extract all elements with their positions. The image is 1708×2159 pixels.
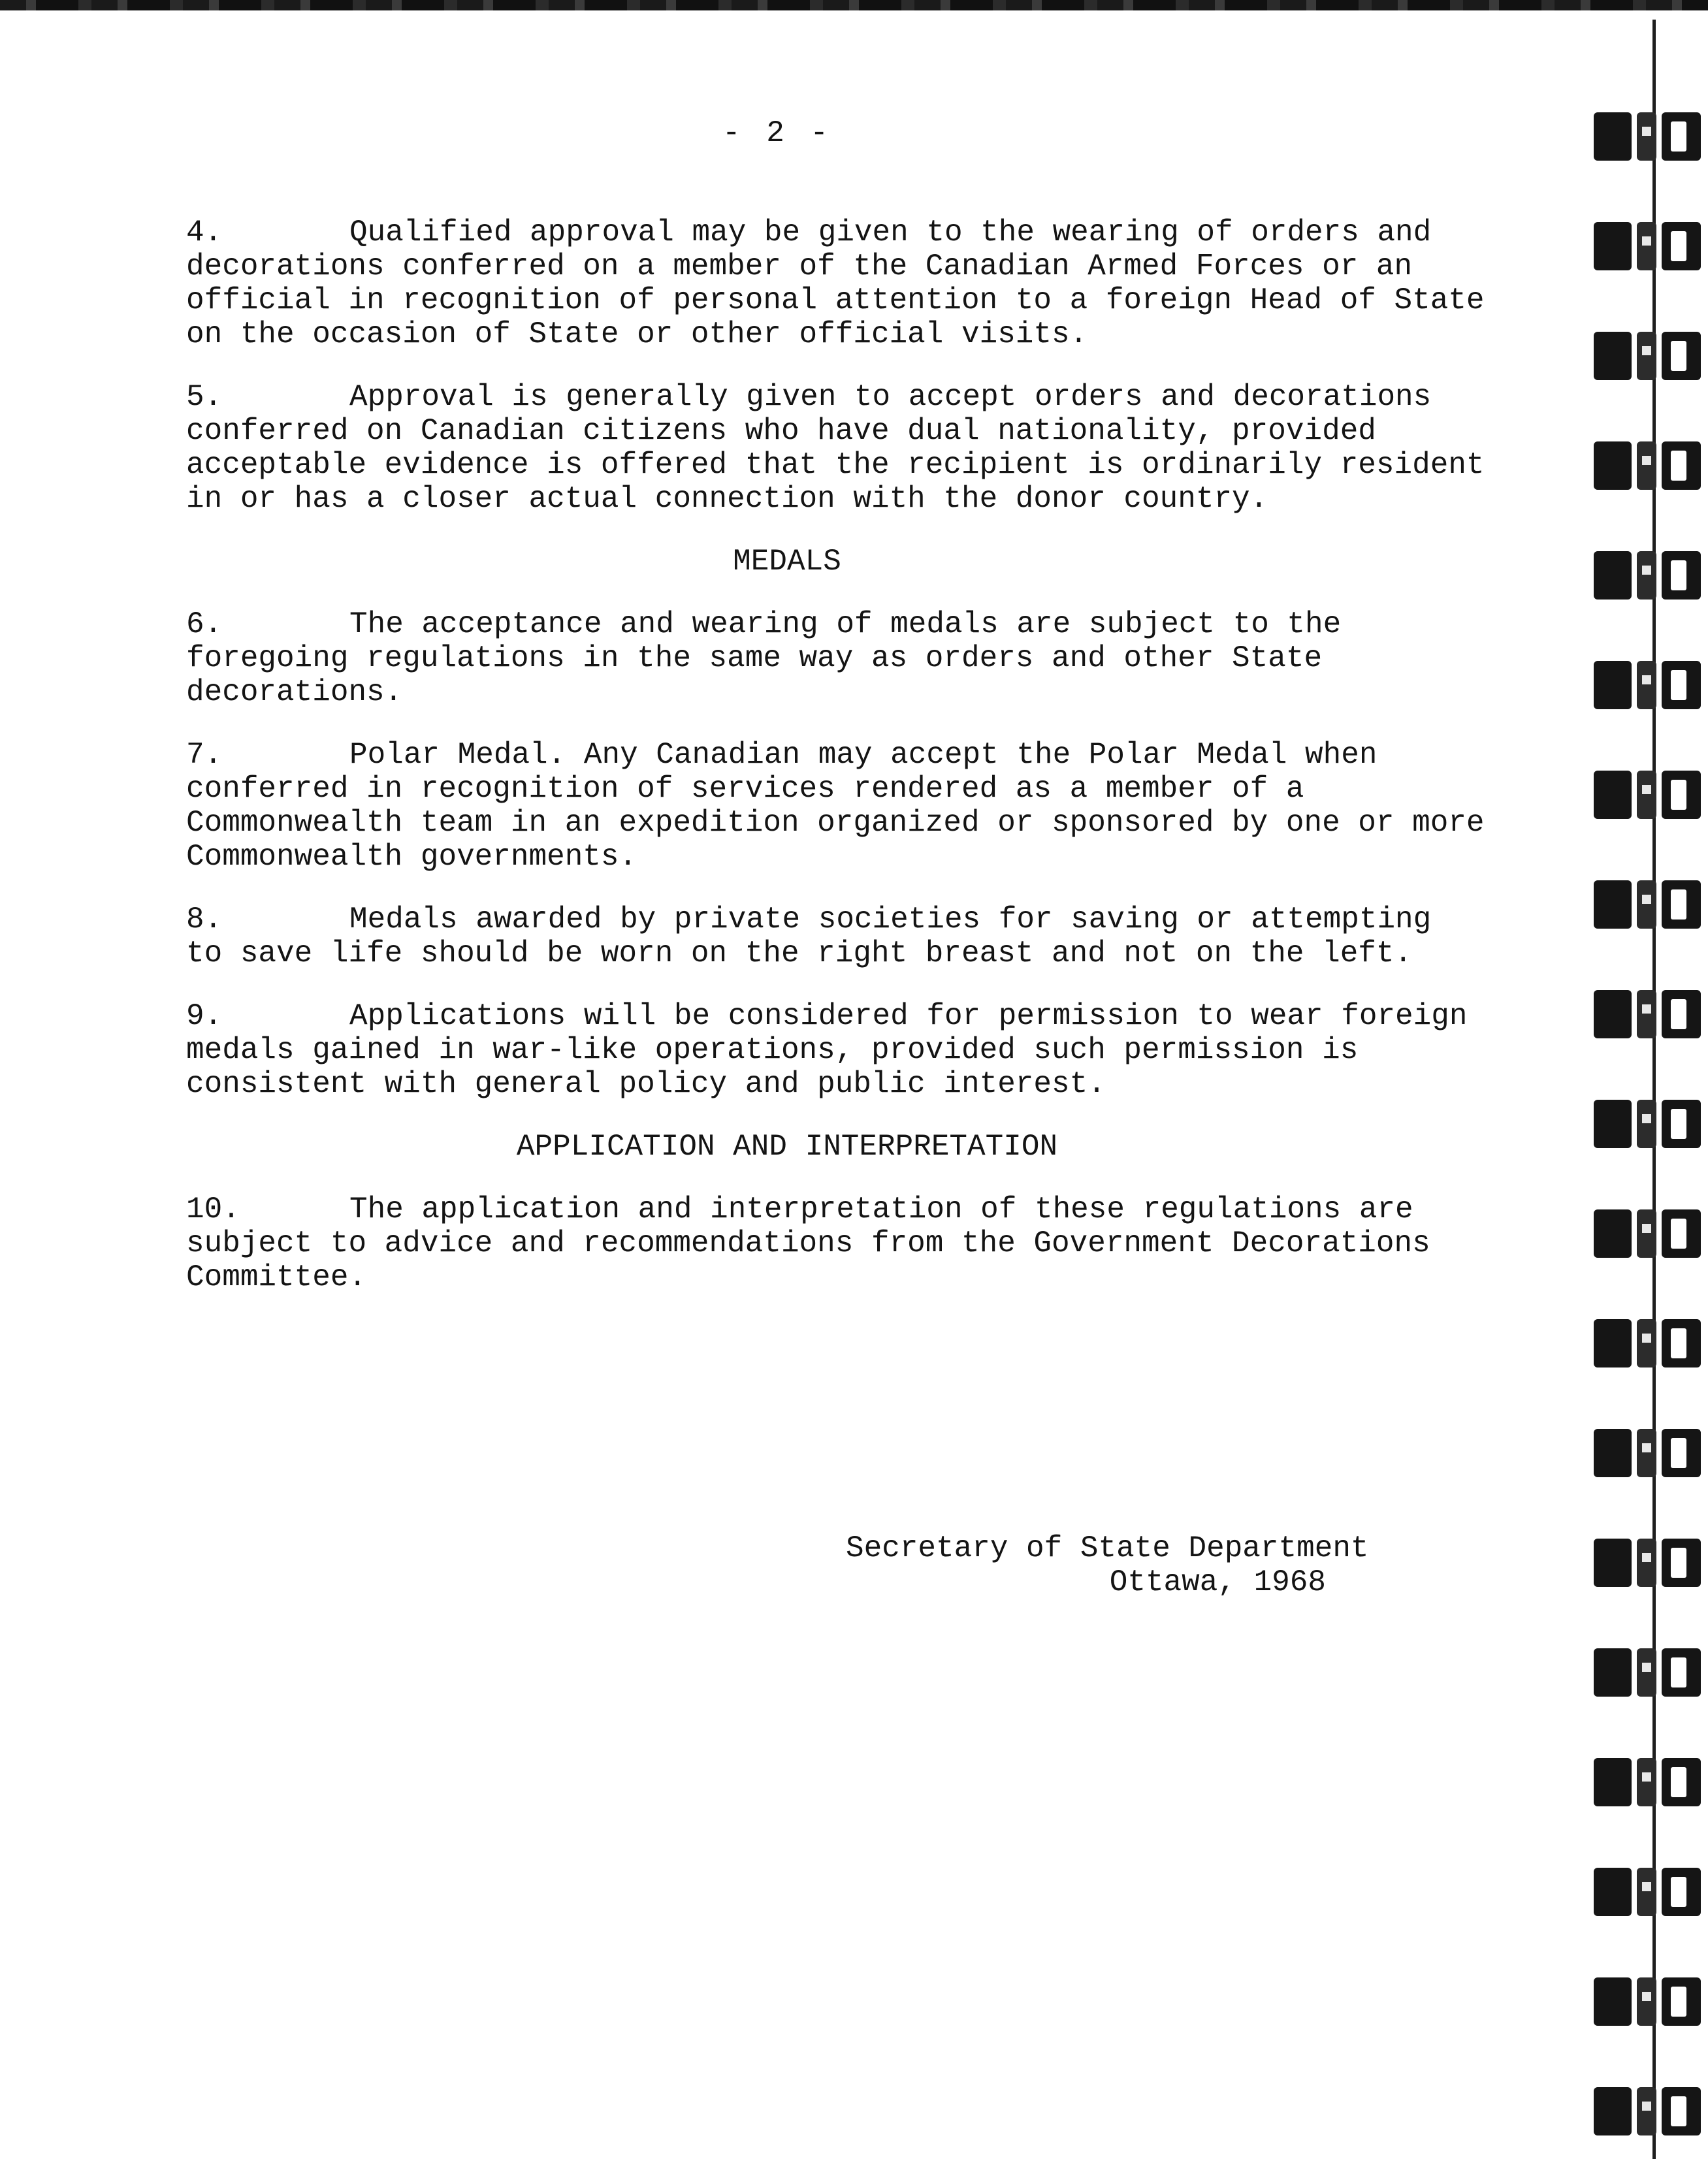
binding-ring-part (1637, 112, 1656, 161)
paragraph-number: 7. (186, 738, 223, 772)
binding-ring-part (1594, 771, 1632, 819)
paragraph-10 (186, 1192, 1430, 1294)
paragraph-line: acceptable evidence is offered that the recipient is ordinarily resident (186, 448, 1485, 482)
binding-ring-part (1637, 1100, 1656, 1148)
binding-ring-part (1637, 1868, 1656, 1916)
paragraph-number: 4. (186, 216, 223, 249)
binding-ring-part (1594, 661, 1632, 709)
binding-ring-part (1642, 1004, 1651, 1014)
paragraph-line: medals gained in war-like operations, provided such permission is (186, 1033, 1359, 1067)
binding-ring (1594, 1865, 1708, 1919)
binding-ring-part (1642, 785, 1651, 794)
signature-block (846, 1531, 1369, 1599)
binding-ring-part (1671, 2096, 1686, 2126)
binding-ring-part (1642, 566, 1651, 575)
binding-ring-part (1594, 880, 1632, 929)
paragraph-number: 10. (186, 1192, 240, 1226)
binding-ring-part (1642, 127, 1651, 136)
paragraph-line: decorations conferred on a member of the Canadian Armed Forces or an (186, 249, 1413, 283)
paragraph-number: 6. (186, 607, 223, 641)
binding-ring (1594, 329, 1708, 383)
binding-ring-part (1594, 1868, 1632, 1916)
binding-ring-part (1642, 1553, 1651, 1562)
binding-ring-part (1642, 1443, 1651, 1452)
paragraph-7 (186, 738, 1485, 874)
paragraph-line: Medals awarded by private societies for saving or attempting (349, 903, 1432, 936)
paragraph-line: official in recognition of personal attention to a foreign Head of State (186, 283, 1485, 317)
binding-ring-part (1594, 2087, 1632, 2135)
binding-ring-part (1594, 441, 1632, 490)
paragraph-line: in or has a closer actual connection with the donor country. (186, 482, 1268, 516)
binding-ring-part (1637, 1429, 1656, 1477)
spiral-binding (1581, 0, 1708, 2159)
binding-ring-part (1637, 551, 1656, 600)
binding-ring (1594, 110, 1708, 163)
binding-ring-part (1594, 1539, 1632, 1587)
binding-ring-part (1594, 332, 1632, 380)
paragraph-line: Commonwealth team in an expedition organized or sponsored by one or more (186, 806, 1485, 840)
binding-ring-part (1594, 1977, 1632, 2026)
binding-ring-part (1594, 1429, 1632, 1477)
binding-ring-part (1642, 1772, 1651, 1782)
binding-ring (1594, 768, 1708, 822)
binding-ring-part (1594, 1100, 1632, 1148)
binding-ring-part (1594, 1319, 1632, 1367)
binding-ring (1594, 878, 1708, 931)
binding-ring-part (1671, 121, 1686, 152)
binding-ring-part (1642, 1224, 1651, 1233)
section-heading-medals: MEDALS (733, 545, 841, 579)
binding-ring (1594, 1755, 1708, 1809)
paragraph-line: consistent with general policy and public interest. (186, 1067, 1106, 1101)
paragraph-line: foregoing regulations in the same way as orders and other State (186, 641, 1323, 675)
binding-ring-part (1637, 332, 1656, 380)
binding-ring-part (1642, 236, 1651, 246)
binding-ring-part (1671, 889, 1686, 920)
binding-ring-part (1671, 1219, 1686, 1249)
binding-ring-part (1637, 1977, 1656, 2026)
binding-ring-part (1637, 880, 1656, 929)
paragraph-line: conferred in recognition of services rendered as a member of a (186, 772, 1304, 806)
binding-ring (1594, 1536, 1708, 1590)
paragraph-8 (186, 903, 1432, 970)
binding-ring-part (1671, 1657, 1686, 1687)
paragraph-line: Approval is generally given to accept orders and decorations (349, 380, 1432, 414)
binding-ring-part (1671, 341, 1686, 371)
paragraph-9 (186, 999, 1468, 1101)
binding-ring-part (1671, 1109, 1686, 1139)
binding-ring (1594, 1317, 1708, 1370)
binding-ring-part (1594, 1209, 1632, 1258)
binding-ring (1594, 1097, 1708, 1151)
binding-ring-part (1594, 990, 1632, 1038)
section-heading-application: APPLICATION AND INTERPRETATION (516, 1130, 1058, 1164)
binding-ring-part (1637, 990, 1656, 1038)
binding-ring-part (1642, 1334, 1651, 1343)
binding-ring-part (1642, 2102, 1651, 2111)
paragraph-line: The application and interpretation of these regulations are (349, 1192, 1413, 1226)
binding-ring (1594, 219, 1708, 273)
binding-ring-part (1671, 231, 1686, 261)
binding-ring-part (1671, 451, 1686, 481)
binding-ring (1594, 987, 1708, 1041)
binding-ring-part (1671, 1328, 1686, 1358)
binding-ring (1594, 1975, 1708, 2028)
binding-ring (1594, 439, 1708, 492)
binding-ring-part (1671, 670, 1686, 700)
binding-ring (1594, 658, 1708, 712)
binding-ring-part (1671, 1987, 1686, 2017)
paragraph-5 (186, 380, 1485, 516)
binding-ring-part (1642, 346, 1651, 355)
paragraph-line: Applications will be considered for permission to wear foreign (349, 999, 1468, 1033)
binding-ring-part (1637, 441, 1656, 490)
document-body (186, 216, 1485, 1323)
binding-ring-part (1637, 661, 1656, 709)
binding-ring (1594, 1646, 1708, 1699)
binding-ring-part (1642, 1114, 1651, 1123)
binding-ring-part (1594, 222, 1632, 270)
binding-ring-part (1594, 112, 1632, 161)
binding-ring-part (1637, 1319, 1656, 1367)
binding-ring-part (1637, 222, 1656, 270)
binding-ring-part (1637, 1648, 1656, 1697)
binding-ring-part (1637, 2087, 1656, 2135)
paragraph-line: on the occasion of State or other official visits. (186, 317, 1088, 351)
binding-ring-part (1671, 1548, 1686, 1578)
binding-ring-part (1594, 1758, 1632, 1806)
binding-ring-part (1637, 1758, 1656, 1806)
binding-ring-part (1671, 1438, 1686, 1468)
binding-ring-part (1671, 560, 1686, 590)
signature-place-date: Ottawa, 1968 (1109, 1565, 1326, 1599)
scan-edge (0, 0, 1708, 10)
paragraph-line: Commonwealth governments. (186, 840, 637, 874)
page-number: - 2 - (722, 116, 833, 150)
binding-ring-part (1671, 999, 1686, 1029)
binding-ring-part (1594, 1648, 1632, 1697)
paragraph-number: 9. (186, 999, 223, 1033)
paragraph-line: Polar Medal. Any Canadian may accept the Polar Medal when (349, 738, 1378, 772)
binding-ring-part (1671, 1877, 1686, 1907)
paragraph-line: to save life should be worn on the right breast and not on the left. (186, 936, 1413, 970)
binding-ring-part (1594, 551, 1632, 600)
binding-ring (1594, 1426, 1708, 1480)
binding-ring-part (1642, 456, 1651, 465)
binding-ring-part (1671, 780, 1686, 810)
paragraph-number: 8. (186, 903, 223, 936)
signature-department: Secretary of State Department (846, 1531, 1369, 1565)
paragraph-line: The acceptance and wearing of medals are subject to the (349, 607, 1342, 641)
binding-ring-part (1637, 1539, 1656, 1587)
paragraph-number: 5. (186, 380, 223, 414)
binding-ring (1594, 2085, 1708, 2138)
binding-ring-part (1642, 1663, 1651, 1672)
binding-ring (1594, 1207, 1708, 1260)
paragraph-line: subject to advice and recommendations from the Government Decorations (186, 1226, 1430, 1260)
paragraph-line: conferred on Canadian citizens who have dual nationality, provided (186, 414, 1376, 448)
binding-ring (1594, 549, 1708, 602)
binding-ring-part (1637, 1209, 1656, 1258)
binding-ring-part (1637, 771, 1656, 819)
binding-ring-part (1642, 895, 1651, 904)
paragraph-line: decorations. (186, 675, 403, 709)
paragraph-line: Qualified approval may be given to the wearing of orders and (349, 216, 1432, 249)
binding-ring-part (1642, 1882, 1651, 1891)
paragraph-line: Committee. (186, 1260, 367, 1294)
binding-ring-part (1642, 1992, 1651, 2001)
paragraph-6 (186, 607, 1388, 709)
paragraph-4 (186, 216, 1485, 351)
binding-ring-part (1671, 1767, 1686, 1797)
binding-ring-part (1642, 675, 1651, 684)
